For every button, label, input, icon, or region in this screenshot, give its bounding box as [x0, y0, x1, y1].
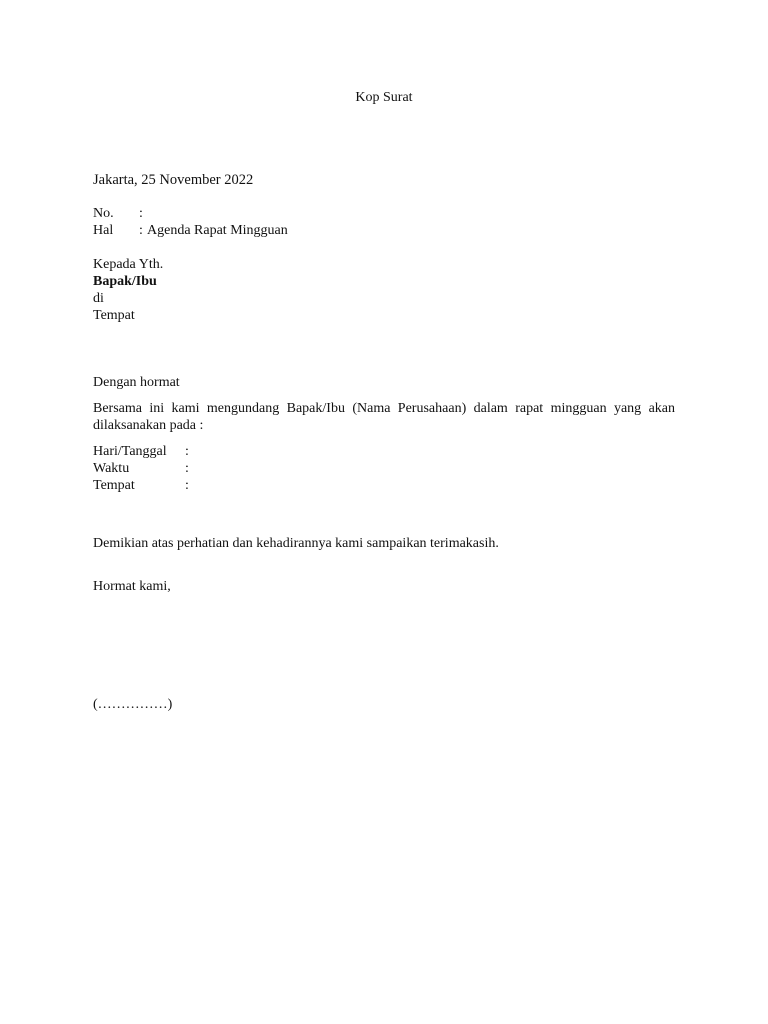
details-row [93, 477, 189, 494]
recipient-block [93, 256, 163, 324]
letterhead: Kop Surat [355, 90, 413, 105]
details-colon: : [185, 444, 189, 459]
body-paragraph: Bersama ini kami mengundang Bapak/Ibu (Nama Perusahaan) dalam rapat mingguan yang akan dilaksanakan pada : [93, 401, 675, 433]
closing-sentence: Demikian atas perhatian dan kehadirannya kami sampaikan terimakasih. [93, 536, 499, 551]
details-row [93, 460, 189, 477]
letter-date: Jakarta, 25 November 2022 [93, 172, 254, 188]
salutation: Dengan hormat [93, 375, 180, 390]
letter-meta [93, 205, 288, 239]
meta-label: No. [93, 206, 114, 221]
meta-row-subject [93, 222, 288, 239]
recipient-preposition: di [93, 291, 104, 306]
recipient-place: Tempat [93, 308, 135, 323]
recipient-name: Bapak/Ibu [93, 274, 157, 289]
meta-colon: : [139, 223, 143, 238]
signature-placeholder: (……………) [93, 697, 173, 712]
meta-row-number [93, 205, 288, 222]
meeting-details [93, 443, 189, 494]
details-colon: : [185, 478, 189, 493]
meta-value: Agenda Rapat Mingguan [147, 223, 288, 238]
recipient-greeting: Kepada Yth. [93, 257, 164, 272]
details-label: Tempat [93, 478, 135, 493]
details-row [93, 443, 189, 460]
details-label: Hari/Tanggal [93, 444, 167, 459]
meta-colon: : [139, 206, 143, 221]
meta-label: Hal [93, 223, 114, 238]
details-colon: : [185, 461, 189, 476]
regards: Hormat kami, [93, 579, 171, 594]
details-label: Waktu [93, 461, 130, 476]
